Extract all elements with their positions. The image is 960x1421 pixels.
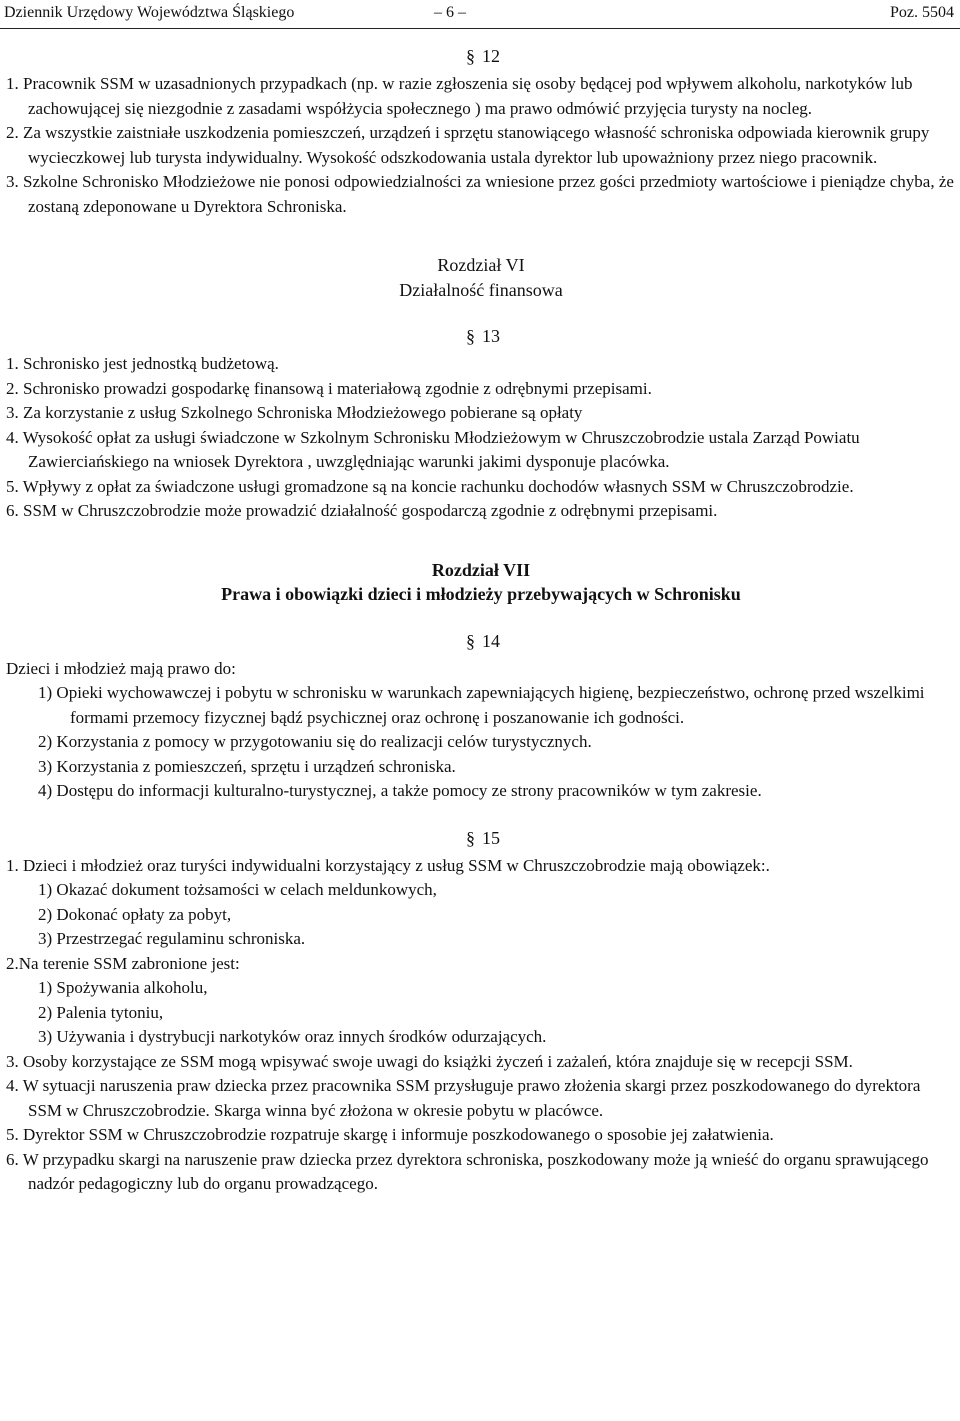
s13-paragraph-2: 2. Schronisko prowadzi gospodarkę finansową i materiałową zgodnie z odrębnymi przepisami. <box>6 378 652 398</box>
s15-p1-item-2: 2) Dokonać opłaty za pobyt, <box>38 904 232 924</box>
section-number: 12 <box>482 46 500 66</box>
s14-item-3: 3) Korzystania z pomieszczeń, sprzętu i urządzeń schroniska. <box>38 756 456 776</box>
chapter-6-subtitle: Działalność finansowa <box>399 279 563 300</box>
section-heading-12 <box>6 44 956 72</box>
section-number: 13 <box>482 326 500 346</box>
section-symbol: § <box>466 326 475 346</box>
position-number: Poz. 5504 <box>890 4 954 21</box>
s14-item-4: 4) Dostępu do informacji kulturalno-turystycznej, a także pomocy ze strony pracowników w tym zakresie. <box>38 781 762 800</box>
s15-p1-item-1: 1) Okazać dokument tożsamości w celach meldunkowych, <box>38 880 437 899</box>
s15-paragraph-5: 5. Dyrektor SSM w Chruszczobrodzie rozpatruje skargę i informuje poszkodowanego o sposobie jej załatwienia. <box>6 1125 774 1144</box>
page-header <box>0 0 960 30</box>
section-heading-13 <box>6 324 956 352</box>
s13-paragraph-5: 5. Wpływy z opłat za świadczone usługi gromadzone są na koncie rachunku dochodów własnych SSM w Chruszczobrodzie. <box>6 476 854 496</box>
section-symbol: § <box>466 46 475 66</box>
s15-paragraph-1: 1. Dzieci i młodzież oraz turyści indywidualni korzystający z usług SSM w Chruszczobrodzie mają obowiązek:. <box>6 855 770 875</box>
s13-paragraph-1: 1. Schronisko jest jednostką budżetową. <box>6 354 279 373</box>
s14-item-2: 2) Korzystania z pomocy w przygotowaniu się do realizacji celów turystycznych. <box>38 732 592 751</box>
section-symbol: § <box>466 630 475 651</box>
s15-p2-item-2: 2) Palenia tytoniu, <box>38 1002 164 1022</box>
chapter-7-subtitle: Prawa i obowiązki dzieci i młodzieży przebywających w Schronisku <box>221 584 741 604</box>
section-heading-15 <box>6 826 956 854</box>
s13-paragraph-3: 3. Za korzystanie z usług Szkolnego Schroniska Młodzieżowego pobierane są opłaty <box>6 403 583 422</box>
s13-paragraph-4: 4. Wysokość opłat za usługi świadczone w Szkolnym Schronisku Młodzieżowym w Chruszczobrodzie ustala Zarząd Powiatu Zawierciańskiego na wniosek Dyrektora , uwzględniając warunki jakimi dysponuje placówka. <box>6 427 860 471</box>
s15-p1-item-3: 3) Przestrzegać regulaminu schroniska. <box>38 929 306 948</box>
journal-title: Dziennik Urzędowy Województwa Śląskiego <box>4 4 295 21</box>
s13-paragraph-6: 6. SSM w Chruszczobrodzie może prowadzić działalność gospodarczą zgodnie z odrębnymi przepisami. <box>6 501 718 520</box>
s15-p2-item-3: 3) Używania i dystrybucji narkotyków oraz innych środków odurzających. <box>38 1027 547 1046</box>
s12-paragraph-3: 3. Szkolne Schronisko Młodzieżowe nie ponosi odpowiedzialności za wniesione przez gości przedmioty wartościowe i pieniądze chyba, że zostaną zdeponowane u Dyrektora Schroniska. <box>6 172 954 216</box>
section-heading-14 <box>6 629 956 657</box>
s15-paragraph-6: 6. W przypadku skargi na naruszenie praw dziecka przez dyrektora schroniska, poszkodowany może ją wnieść do organu sprawującego nadzór pedagogiczny lub do organu prowadzącego. <box>6 1149 929 1193</box>
s12-paragraph-2: 2. Za wszystkie zaistniałe uszkodzenia pomieszczeń, urządzeń i sprzętu stanowiącego własność schroniska odpowiada kierownik grupy wycieczkowej lub turysta indywidualny. Wysokość odszkodowania ustala dyrektor lub upoważniony przez niego pracownik. <box>6 123 930 167</box>
s15-p2-item-1: 1) Spożywania alkoholu, <box>38 978 208 997</box>
page-number: – 6 – <box>434 4 466 21</box>
section-symbol: § <box>466 827 475 848</box>
s15-paragraph-4: 4. W sytuacji naruszenia praw dziecka przez pracownika SSM przysługuje prawo złożenia skargi przez poszkodowanego do dyrektora SSM w Chruszczobrodzie. Skarga winna być złożona w okresie pobytu w placówce. <box>6 1076 921 1120</box>
s14-intro: Dzieci i młodzież mają prawo do: <box>6 658 236 678</box>
s12-paragraph-1: 1. Pracownik SSM w uzasadnionych przypadkach (np. w razie zgłoszenia się osoby będącej pod wpływem alkoholu, narkotyków lub zachowującej się niezgodnie z zasadami współżycia społecznego ) ma prawo odmówić przyjęcia turysty na nocleg. <box>6 74 913 118</box>
chapter-7-title: Rozdział VII <box>431 559 531 580</box>
s14-item-1: 1) Opieki wychowawczej i pobytu w schronisku w warunkach zapewniających higienę, bezpieczeństwo, ochronę przed wszelkimi formami przemocy fizycznej bądź psychicznej oraz ochronę i poszanowanie ich godności. <box>38 683 925 727</box>
s15-paragraph-3: 3. Osoby korzystające ze SSM mogą wpisywać swoje uwagi do książki życzeń i zażaleń, która znajduje się w recepcji SSM. <box>6 1051 853 1071</box>
chapter-6-title: Rozdział VI <box>437 255 525 275</box>
section-number: 14 <box>482 630 500 651</box>
header-rule <box>0 28 960 29</box>
section-number: 15 <box>482 827 500 848</box>
s15-paragraph-2: 2.Na terenie SSM zabronione jest: <box>6 953 240 973</box>
document-body <box>6 44 956 1197</box>
